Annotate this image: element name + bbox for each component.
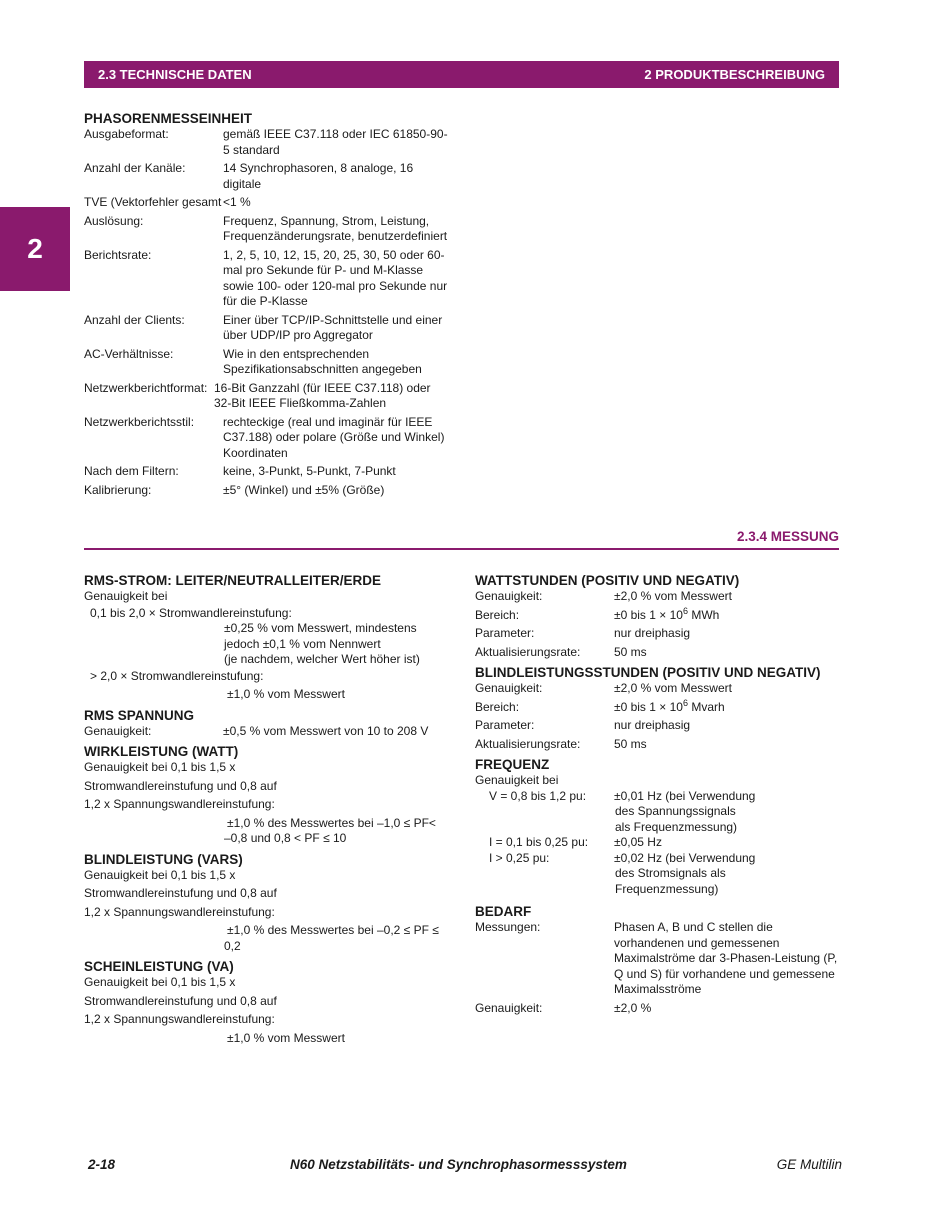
pmu-label: Netzwerkberichtformat: (84, 380, 208, 395)
text-line: > 2,0 × Stromwandlereinstufung: (90, 668, 264, 683)
spec-value: ±0,02 Hz (bei Verwendung (614, 850, 756, 865)
section-title: FREQUENZ (475, 757, 550, 772)
text-line: 1,2 x Spannungswandlereinstufung: (84, 797, 275, 811)
text-line: Genauigkeit bei 0,1 bis 1,5 x (84, 760, 236, 774)
scheinleistung-section (84, 958, 454, 1046)
pmu-rows (84, 127, 449, 498)
value-line: ±1,0 % des Messwertes bei –0,2 ≤ PF ≤ (227, 923, 439, 937)
exponent: 6 (682, 697, 688, 708)
rms-strom-section (84, 572, 454, 703)
spec-label: Genauigkeit: (475, 681, 543, 695)
pmu-value: Einer über TCP/IP-Schnittstelle und einer über UDP/IP pro Aggregator (223, 312, 443, 342)
text-line: 0,1 bis 2,0 × Stromwandlereinstufung: (90, 605, 292, 620)
section-title: BLINDLEISTUNGSSTUNDEN (POSITIV UND NEGATIV) (475, 665, 821, 680)
section-title: BEDARF (475, 904, 532, 919)
pmu-value: gemäß IEEE C37.118 oder IEC 61850-90-5 standard (223, 127, 448, 157)
spec-row (475, 589, 840, 605)
spec-row (475, 1001, 840, 1017)
rms-spannung-section (84, 707, 454, 740)
pmu-row (84, 347, 449, 378)
pmu-label: Anzahl der Kanäle: (84, 161, 186, 175)
footer-title: N60 Netzstabilitäts- und Synchrophasormesssystem (290, 1157, 627, 1172)
text-line: Stromwandlereinstufung und 0,8 auf (84, 778, 277, 793)
header-bar (84, 61, 839, 88)
right-column (475, 568, 840, 1016)
pmu-label: Ausgabeformat: (84, 127, 169, 141)
spec-value (614, 605, 840, 624)
wattstunden-section (475, 572, 840, 660)
spec-label: Parameter: (475, 718, 535, 732)
value-unit: MWh (687, 607, 720, 622)
exponent: 6 (682, 605, 688, 616)
spec-value: ±2,0 % vom Messwert (614, 681, 732, 695)
spec-value: nur dreiphasig (614, 626, 691, 640)
pmu-label: Berichtsrate: (84, 247, 152, 262)
section-title: BLINDLEISTUNG (VARS) (84, 851, 243, 867)
value-line: ±1,0 % vom Messwert (227, 1030, 345, 1045)
pmu-label: TVE (Vektorfehler gesamt (84, 195, 222, 209)
footer-brand: GE Multilin (776, 1157, 842, 1172)
pmu-value: 1, 2, 5, 10, 12, 15, 20, 25, 30, 50 oder 60-mal pro Sekunde für P- und M-Klasse sowie 100- oder 120-mal pro Sekunde nur für die P-Klasse (223, 247, 448, 308)
value-line: als Frequenzmessung) (615, 819, 738, 834)
frequenz-section (475, 756, 840, 897)
value-line: jedoch ±0,1 % vom Nennwert (224, 636, 381, 651)
value-line: des Stromsignals als (615, 866, 726, 880)
value-unit: Mvarh (687, 699, 725, 714)
spec-row (475, 645, 840, 661)
pmu-row (84, 161, 449, 192)
value-line: (je nachdem, welcher Wert höher ist) (224, 652, 420, 666)
footer-page-number: 2-18 (88, 1157, 116, 1172)
pmu-value: ±5° (Winkel) und ±5% (Größe) (223, 482, 385, 497)
text-line: 1,2 x Spannungswandlereinstufung: (84, 1012, 275, 1026)
spec-row (84, 724, 454, 740)
spec-value: ±2,0 % vom Messwert (614, 589, 732, 603)
pmu-row (84, 381, 449, 412)
spec-row (475, 789, 840, 805)
spec-row (475, 681, 840, 697)
text-line: Genauigkeit bei (475, 773, 559, 787)
text-line: Stromwandlereinstufung und 0,8 auf (84, 993, 277, 1008)
spec-label: Parameter: (475, 626, 535, 640)
spec-label: I > 0,25 pu: (489, 850, 550, 865)
value-line: des Spannungssignals (615, 804, 736, 818)
spec-label: Genauigkeit: (84, 723, 152, 738)
pmu-value: <1 % (223, 195, 251, 209)
spec-label: Messungen: (475, 920, 541, 934)
pmu-label: Netzwerkberichtsstil: (84, 414, 195, 429)
spec-row (475, 718, 840, 734)
spec-value: Phasen A, B und C stellen die vorhandenen und gemessenen Maximalströme dar 3-Phasen-Leistung (P, Q und S) für vorhandene und gemessene Maximalsströme (614, 920, 838, 996)
spec-row (475, 851, 840, 867)
section-heading-messung: 2.3.4 MESSUNG (736, 529, 839, 544)
section-title: RMS SPANNUNG (84, 707, 195, 723)
spec-row (475, 626, 840, 642)
wirkleistung-section (84, 743, 454, 847)
blindleistung-section (84, 851, 454, 955)
value-text: ±0 bis 1 × 10 (614, 607, 683, 622)
pmu-row (84, 464, 449, 480)
pmu-row (84, 483, 449, 499)
spec-label: I = 0,1 bis 0,25 pu: (489, 835, 589, 849)
spec-value: ±0,01 Hz (bei Verwendung (614, 788, 756, 803)
value-line: ±1,0 % des Messwertes bei –1,0 ≤ PF< (227, 815, 436, 830)
pmu-row (84, 127, 449, 158)
spec-label: V = 0,8 bis 1,2 pu: (489, 788, 587, 803)
value-text: ±0 bis 1 × 10 (614, 699, 683, 714)
spec-value: 50 ms (614, 644, 647, 659)
value-line: ±1,0 % vom Messwert (227, 687, 345, 701)
pmu-row (84, 415, 449, 462)
text-line: 1,2 x Spannungswandlereinstufung: (84, 904, 275, 919)
pmu-label: Anzahl der Clients: (84, 312, 185, 327)
spec-label: Genauigkeit: (475, 1000, 543, 1015)
pmu-value: Frequenz, Spannung, Strom, Leistung, Frequenzänderungsrate, benutzerdefiniert (223, 213, 448, 243)
text-line: Genauigkeit bei 0,1 bis 1,5 x (84, 975, 236, 989)
pmu-label: Nach dem Filtern: (84, 464, 179, 478)
value-line: –0,8 und 0,8 < PF ≤ 10 (224, 831, 347, 845)
pmu-title: PHASORENMESSEINHEIT (84, 111, 253, 126)
spec-value: ±0,5 % vom Messwert von 10 to 208 V (223, 723, 429, 738)
spec-value: ±0,05 Hz (614, 835, 662, 849)
pmu-section (84, 106, 449, 498)
header-section-left: 2.3 TECHNISCHE DATEN (98, 66, 252, 82)
pmu-label: Kalibrierung: (84, 482, 152, 497)
spec-label: Aktualisierungsrate: (475, 736, 581, 751)
header-section-right: 2 PRODUKTBESCHREIBUNG (644, 66, 825, 82)
pmu-value: keine, 3-Punkt, 5-Punkt, 7-Punkt (223, 464, 396, 478)
pmu-row (84, 248, 449, 310)
left-column (84, 568, 454, 1046)
spec-label: Bereich: (475, 607, 520, 622)
chapter-tab: 2 (0, 207, 70, 291)
spec-value: nur dreiphasig (614, 718, 691, 732)
text-line: Stromwandlereinstufung und 0,8 auf (84, 886, 277, 900)
pmu-row (84, 195, 449, 211)
pmu-value: rechteckige (real und imaginär für IEEE C37.188) oder polare (Größe und Winkel) Koordinaten (223, 414, 445, 460)
value-line: 0,2 (224, 938, 241, 953)
spec-row (475, 835, 840, 851)
spec-value (614, 697, 840, 716)
pmu-label: AC-Verhältnisse: (84, 346, 174, 361)
pmu-row (84, 214, 449, 245)
text-line: Genauigkeit bei 0,1 bis 1,5 x (84, 867, 236, 882)
pmu-value: Wie in den entsprechenden Spezifikationsabschnitten angegeben (223, 346, 422, 376)
spec-row (475, 920, 840, 998)
spec-label: Bereich: (475, 699, 520, 714)
bedarf-section (475, 903, 840, 1016)
pmu-value: 14 Synchrophasoren, 8 analoge, 16 digitale (223, 161, 414, 191)
text-line: Genauigkeit bei (84, 589, 168, 603)
value-line: ±0,25 % vom Messwert, mindestens (224, 621, 417, 635)
spec-row (475, 737, 840, 753)
spec-value: 50 ms (614, 736, 647, 751)
section-title: RMS-STROM: LEITER/NEUTRALLEITER/ERDE (84, 573, 381, 588)
section-title: WIRKLEISTUNG (WATT) (84, 744, 239, 759)
pmu-label: Auslösung: (84, 213, 144, 228)
spec-row (475, 697, 840, 716)
spec-label: Aktualisierungsrate: (475, 644, 581, 659)
blindleistungsstunden-section (475, 664, 840, 752)
value-line: Frequenzmessung) (615, 881, 719, 896)
section-divider (84, 548, 839, 550)
spec-row (475, 605, 840, 624)
pmu-value: 16-Bit Ganzzahl (für IEEE C37.118) oder 32-Bit IEEE Fließkomma-Zahlen (214, 380, 431, 410)
section-title: WATTSTUNDEN (POSITIV UND NEGATIV) (475, 573, 740, 588)
spec-value: ±2,0 % (614, 1000, 652, 1015)
section-title: SCHEINLEISTUNG (VA) (84, 959, 234, 974)
pmu-row (84, 313, 449, 344)
spec-label: Genauigkeit: (475, 589, 543, 603)
